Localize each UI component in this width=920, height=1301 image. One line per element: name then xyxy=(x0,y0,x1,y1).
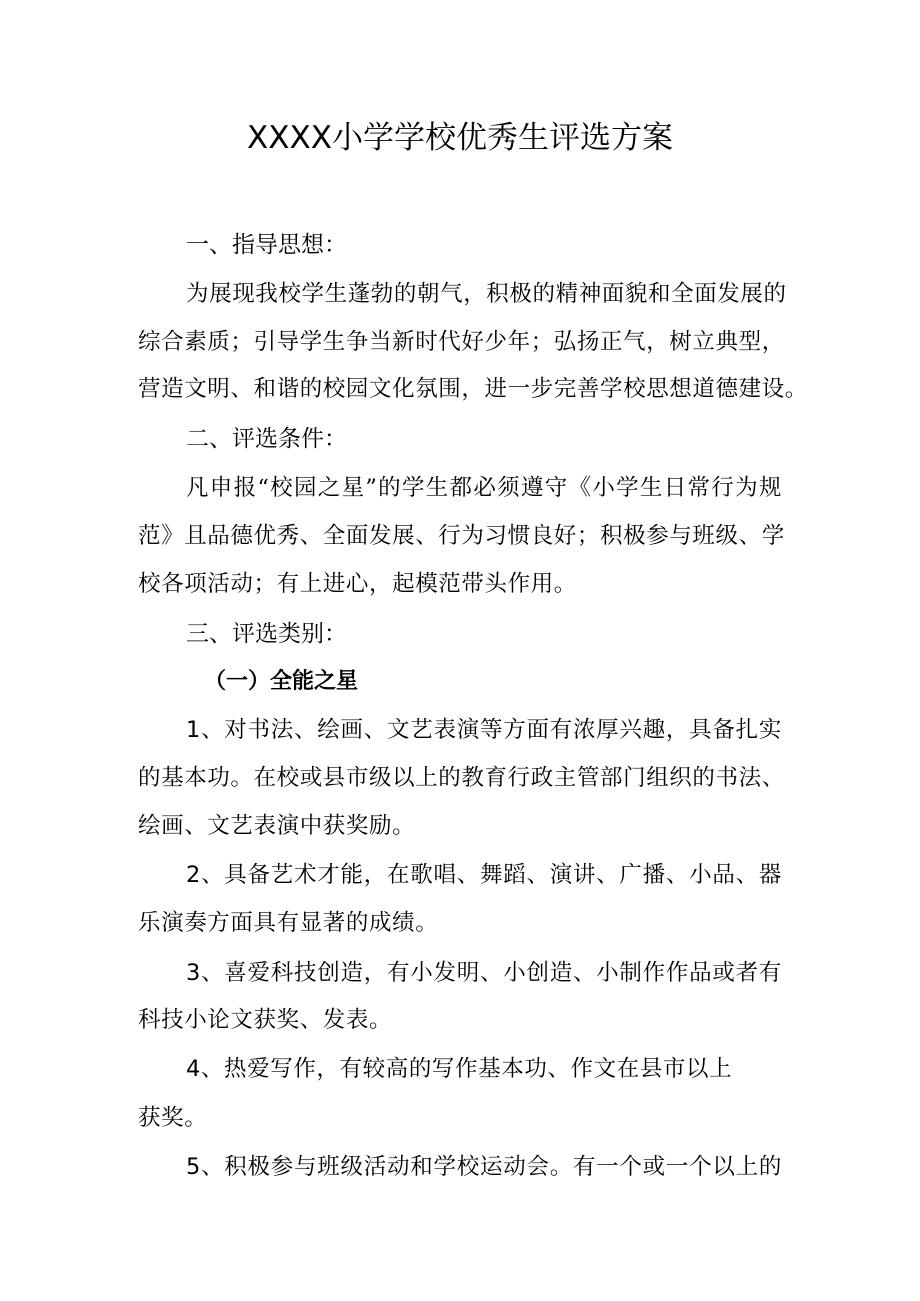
paragraph-line: 凡申报“校园之星”的学生都必须遵守《小学生日常行为规 xyxy=(186,475,782,501)
list-item-1-line: 的基本功。在校或县市级以上的教育行政主管部门组织的书法、 xyxy=(138,765,785,791)
list-item-1-line: 绘画、文艺表演中获奖励。 xyxy=(138,813,416,839)
item-number: 3 xyxy=(186,960,201,986)
list-item-4-line: 获奖。 xyxy=(138,1105,208,1131)
item-number: 4 xyxy=(186,1056,201,1082)
list-item-3-line: 科技小论文获奖、发表。 xyxy=(138,1007,393,1033)
item-number: 2 xyxy=(186,862,201,888)
list-item-3-line: 3、喜爱科技创造，有小发明、小创造、小制作作品或者有 xyxy=(186,960,782,986)
document-title: XXXX小学学校优秀生评选方案 xyxy=(247,120,673,156)
list-item-1-line: 1、对书法、绘画、文艺表演等方面有浓厚兴趣，具备扎实 xyxy=(186,717,782,743)
paragraph-line: 为展现我校学生蓬勃的朝气，积极的精神面貌和全面发展的 xyxy=(186,281,787,307)
list-item-2-line: 乐演奏方面具有显著的成绩。 xyxy=(138,910,439,936)
list-item-2-line: 2、具备艺术才能，在歌唱、舞蹈、演讲、广播、小品、器 xyxy=(186,862,782,888)
list-item-5-line: 5、积极参与班级活动和学校运动会。有一个或一个以上的 xyxy=(186,1154,782,1180)
paragraph-line: 营造文明、和谐的校园文化氛围，进一步完善学校思想道德建设。 xyxy=(138,376,808,402)
item-number: 1 xyxy=(186,717,201,743)
paragraph-line: 校各项活动；有上进心，起模范带头作用。 xyxy=(138,571,577,597)
section-heading-categories: 三、评选类别： xyxy=(186,621,347,647)
section-heading-conditions: 二、评选条件： xyxy=(186,426,347,452)
subheading-all-round-star: （一）全能之星 xyxy=(204,668,359,694)
item-number: 5 xyxy=(186,1154,201,1180)
section-heading-guiding: 一、指导思想： xyxy=(186,232,347,258)
paragraph-line: 综合素质；引导学生争当新时代好少年；弘扬正气，树立典型， xyxy=(138,329,785,355)
list-item-4-line: 4、热爱写作，有较高的写作基本功、作文在县市以上 xyxy=(186,1056,733,1082)
paragraph-line: 范》且品德优秀、全面发展、行为习惯良好；积极参与班级、学 xyxy=(138,523,785,549)
